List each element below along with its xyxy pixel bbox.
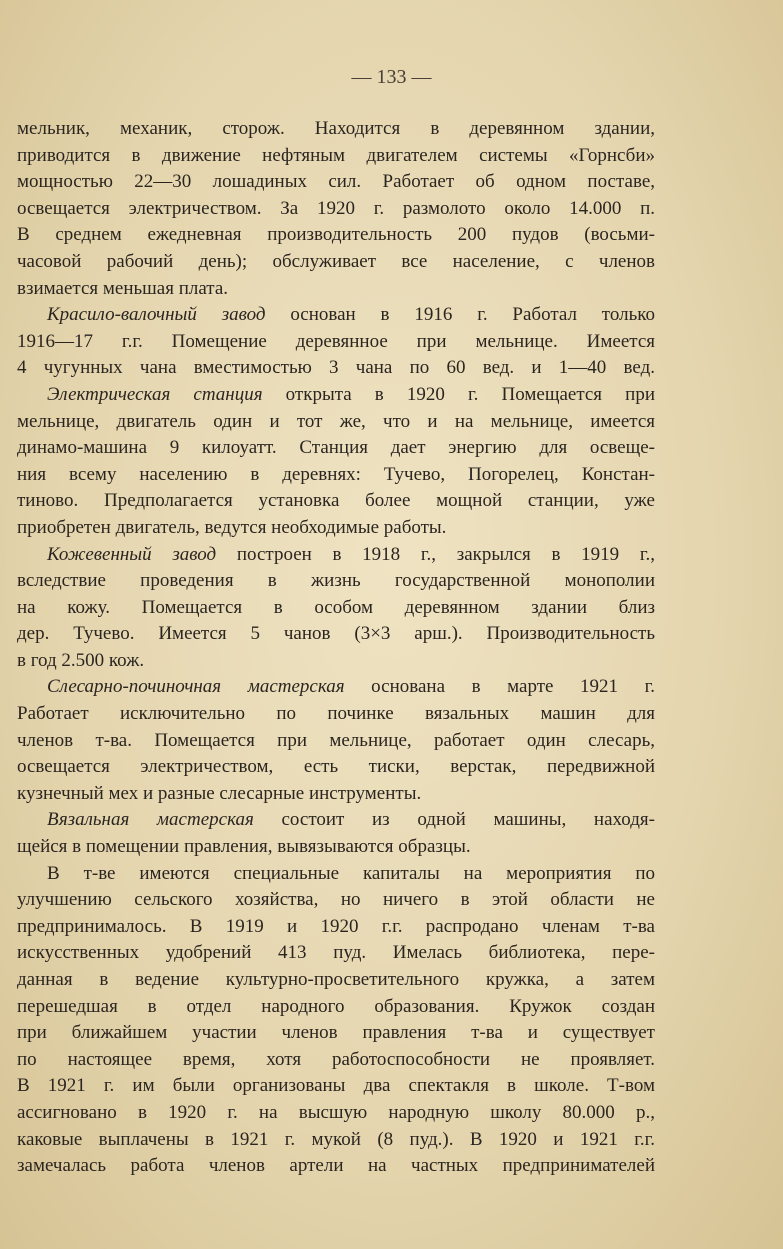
text-line: Слесарно-починочная мастерская основана в марте 1921 г. <box>47 676 655 698</box>
text-line: замечалась работа членов артели на частных предпринимателей <box>17 1155 655 1177</box>
page-number: — 133 — <box>351 66 432 88</box>
text-line: при ближайшем участии членов правления т-ва и существует <box>17 1022 655 1044</box>
text-line: часовой рабочий день); обслуживает все население, с членов <box>17 250 655 272</box>
text-line: на кожу. Помещается в особом деревянном здании близ <box>17 596 655 618</box>
text-line: В т-ве имеются специальные капиталы на мероприятия по <box>47 862 655 884</box>
text-line: 1916—17 г.г. Помещение деревянное при мельнице. Имеется <box>17 330 655 352</box>
text-line: по настоящее время, хотя работоспособности не проявляет. <box>17 1048 655 1070</box>
text-line: приобретен двигатель, ведутся необходимые работы. <box>17 516 447 538</box>
section-heading: Кожевенный завод <box>47 543 217 565</box>
text-line: перешедшая в отдел народного образования. Кружок создан <box>17 995 655 1017</box>
text-line: ния всему населению в деревнях: Тучево, Погорелец, Констан- <box>17 463 655 485</box>
text-line: Вязальная мастерская состоит из одной машины, находя- <box>47 809 655 831</box>
text-line: Электрическая станция открыта в 1920 г. Помещается при <box>47 383 655 405</box>
section-heading: Вязальная мастерская <box>47 809 254 831</box>
text-line: предпринималось. В 1919 и 1920 г.г. распродано членам т-ва <box>17 915 655 937</box>
section-heading: Красило-валочный завод <box>47 304 266 326</box>
section-heading: Слесарно-починочная мастерская <box>47 676 345 698</box>
text-line: Кожевенный завод построен в 1918 г., закрылся в 1919 г., <box>47 543 655 565</box>
text-line: улучшению сельского хозяйства, но ничего в этой области не <box>17 889 655 911</box>
text-line: взимается меньшая плата. <box>17 277 229 299</box>
text-line: приводится в движение нефтяным двигателем системы «Горнсби» <box>17 144 655 166</box>
text-line: дер. Тучево. Имеется 5 чанов (3×3 арш.). Производительность <box>17 623 655 645</box>
text-line: тиново. Предполагается установка более мощной станции, уже <box>17 490 655 512</box>
text-line: кузнечный мех и разные слесарные инструменты. <box>17 782 422 804</box>
text-line: мельнице, двигатель один и тот же, что и на мельнице, имеется <box>17 410 655 432</box>
text-line: В 1921 г. им были организованы два спектакля в школе. Т-вом <box>17 1075 655 1097</box>
text-line: ассигновано в 1920 г. на высшую народную школу 80.000 р., <box>17 1101 655 1123</box>
text-line: динамо-машина 9 килоуатт. Станция дает энергию для освеще- <box>17 437 655 459</box>
text-line: данная в ведение культурно-просветительного кружка, а затем <box>17 969 655 990</box>
text-line: щейся в помещении правления, вывязываются образцы. <box>17 836 471 858</box>
section-heading: Электрическая станция <box>47 383 263 405</box>
text-line: членов т-ва. Помещается при мельнице, работает один слесарь, <box>17 729 655 751</box>
text-line: мельник, механик, сторож. Находится в деревянном здании, <box>17 118 655 139</box>
text-line: искусственных удобрений 413 пуд. Имелась библиотека, пере- <box>17 942 655 964</box>
text-line: Красило-валочный завод основан в 1916 г. Работал только <box>47 304 655 326</box>
text-line: каковые выплачены в 1921 г. мукой (8 пуд.). В 1920 и 1921 г.г. <box>17 1128 655 1150</box>
text-line: мощностью 22—30 лошадиных сил. Работает об одном поставе, <box>17 171 655 193</box>
text-line: освещается электричеством, есть тиски, верстак, передвижной <box>17 756 655 778</box>
body-text <box>17 116 655 1180</box>
text-line: в год 2.500 кож. <box>17 649 145 671</box>
text-line: В среднем ежедневная производительность 200 пудов (восьми- <box>17 224 655 246</box>
text-line: вследствие проведения в жизнь государственной монополии <box>17 570 655 592</box>
text-line: 4 чугунных чана вместимостью 3 чана по 60 вед. и 1—40 вед. <box>17 357 655 379</box>
text-line: Работает исключительно по починке вязальных машин для <box>17 703 655 725</box>
text-line: освещается электричеством. За 1920 г. размолото около 14.000 п. <box>17 197 655 219</box>
